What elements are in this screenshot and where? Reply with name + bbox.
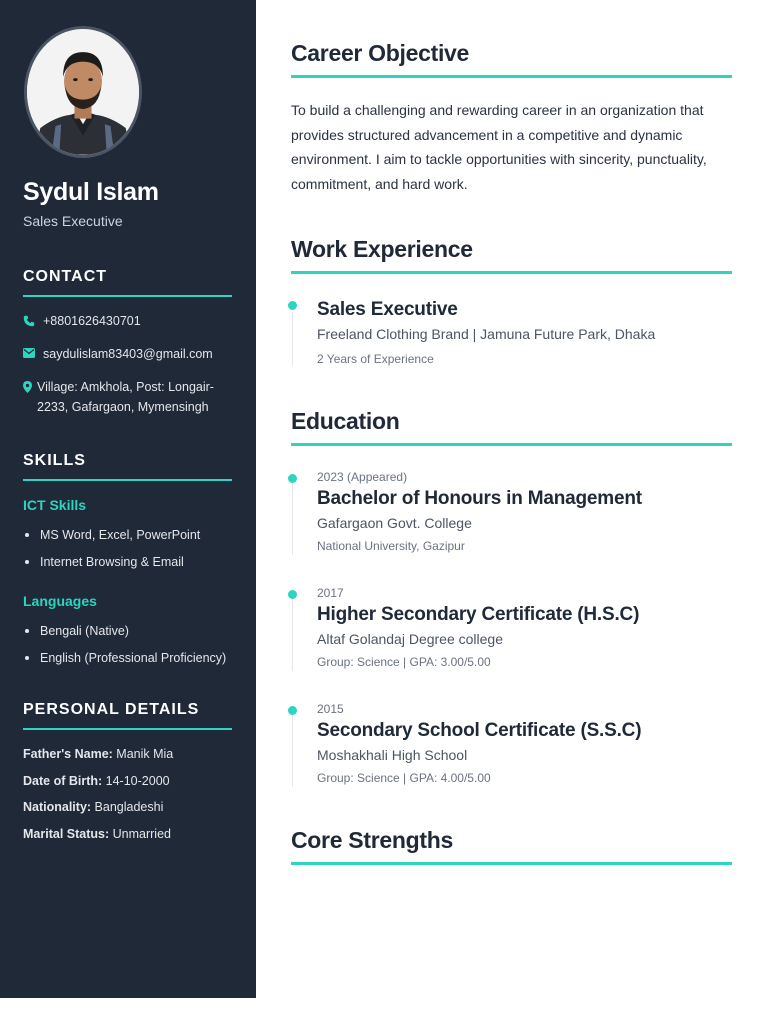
- timeline-dot: [288, 590, 297, 599]
- education-heading: Education: [291, 408, 732, 446]
- contact-email[interactable]: [23, 344, 238, 364]
- personal-row-father: Father's Name: Manik Mia: [23, 747, 174, 761]
- ict-skills-list: [23, 526, 200, 580]
- personal-row-dob: Date of Birth: 14-10-2000: [23, 773, 170, 788]
- phone-icon: [23, 311, 43, 327]
- core-strengths-heading: Core Strengths: [291, 827, 732, 865]
- career-objective-text: To build a challenging and rewarding career in an organization that provides structured advancement in a competitive and dynamic environment. I aim to tackle opportunities with sincerity, punctuality, commitment, and hard work.: [291, 102, 707, 192]
- timeline-line: [292, 713, 293, 787]
- education-entry: [291, 699, 736, 789]
- personal-row-nationality: Nationality: Bangladeshi: [23, 800, 164, 814]
- profile-name: Sydul Islam: [23, 178, 159, 206]
- work-experience-heading: Work Experience: [291, 236, 732, 274]
- education-entry: [291, 467, 736, 557]
- personal-details-heading: PERSONAL DETAILS: [23, 701, 232, 730]
- envelope-icon: [23, 344, 43, 358]
- list-item: English (Professional Proficiency): [23, 649, 226, 676]
- timeline-dot: [288, 706, 297, 715]
- personal-details-list: [23, 745, 238, 851]
- address-text: Village: Amkhola, Post: Longair-2233, Gafargaon, Mymensingh: [37, 380, 214, 414]
- skills-heading: SKILLS: [23, 452, 232, 481]
- timeline-line: [292, 481, 293, 555]
- contact-phone[interactable]: [23, 311, 238, 331]
- education-institution: Moshakhali High School: [317, 747, 468, 763]
- profile-photo: [24, 26, 142, 158]
- list-item: Internet Browsing & Email: [23, 553, 200, 580]
- timeline-dot: [288, 474, 297, 483]
- list-item: Bengali (Native): [23, 622, 226, 649]
- email-address: saydulislam83403@gmail.com: [43, 347, 213, 361]
- languages-heading: Languages: [23, 593, 97, 609]
- profile-photo-illustration: [27, 29, 139, 155]
- education-institution: Gafargaon Govt. College: [317, 515, 472, 531]
- education-degree: Higher Secondary Certificate (H.S.C): [317, 604, 640, 625]
- languages-list: [23, 622, 226, 676]
- job-title: Sales Executive: [317, 299, 458, 320]
- list-item: MS Word, Excel, PowerPoint: [23, 526, 200, 553]
- contact-heading: CONTACT: [23, 268, 232, 297]
- education-entry: [291, 583, 736, 673]
- career-objective-heading: Career Objective: [291, 40, 732, 78]
- education-year: 2015: [317, 702, 344, 716]
- contact-address: [23, 377, 233, 417]
- personal-row-marital: Marital Status: Unmarried: [23, 826, 171, 841]
- profile-title: Sales Executive: [23, 213, 123, 229]
- education-degree: Secondary School Certificate (S.S.C): [317, 720, 642, 741]
- timeline-dot: [288, 301, 297, 310]
- timeline-line: [292, 312, 293, 366]
- ict-skills-heading: ICT Skills: [23, 497, 87, 513]
- sidebar: [0, 0, 256, 998]
- education-meta: National University, Gazipur: [317, 539, 465, 553]
- education-year: 2017: [317, 586, 344, 600]
- job-duration: 2 Years of Experience: [317, 352, 434, 366]
- map-pin-icon: [23, 377, 37, 393]
- education-year: 2023 (Appeared): [317, 470, 408, 484]
- education-meta: Group: Science | GPA: 3.00/5.00: [317, 655, 491, 669]
- education-institution: Altaf Golandaj Degree college: [317, 631, 504, 647]
- phone-number: +8801626430701: [43, 314, 141, 328]
- timeline-line: [292, 597, 293, 671]
- education-meta: Group: Science | GPA: 4.00/5.00: [317, 771, 491, 785]
- work-entry: [291, 298, 736, 370]
- job-company: Freeland Clothing Brand | Jamuna Future Park, Dhaka: [317, 326, 656, 342]
- education-degree: Bachelor of Honours in Management: [317, 488, 642, 509]
